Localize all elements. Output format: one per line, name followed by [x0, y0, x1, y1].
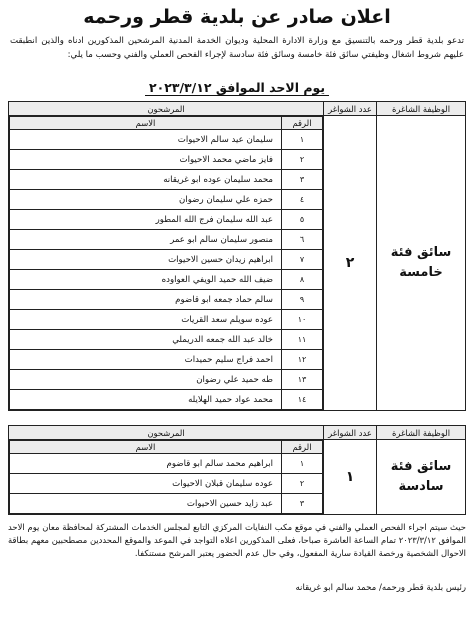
table-row [10, 190, 323, 210]
candidate-name: فايز ماضي محمد الاحيوات [10, 150, 282, 170]
candidate-name: ضيف الله حميد الويفي العواوده [10, 270, 282, 290]
candidate-name: سليمان عيد سالم الاحيوات [10, 130, 282, 150]
candidate-name: خالد عبد الله جمعه الدريملي [10, 330, 282, 350]
row-number: ٣ [282, 494, 323, 514]
candidate-name: عبد الله سليمان فرج الله المطور [10, 210, 282, 230]
candidate-name: ابراهيم زيدان حسين الاحيوات [10, 250, 282, 270]
vacancy-count-cell: ٢ [324, 116, 377, 411]
row-number: ٦ [282, 230, 323, 250]
row-number: ٣ [282, 170, 323, 190]
table-row [10, 210, 323, 230]
subheader-name: الاسم [10, 441, 282, 454]
row-number: ١ [282, 130, 323, 150]
table-row [10, 150, 323, 170]
candidate-name: عبد زايد حسين الاحيوات [10, 494, 282, 514]
header-count: عدد الشواغر [324, 102, 377, 116]
footer-paragraph: حيث سيتم اجراء الفحص العملي والفني في موقع مكب النفايات المركزي التابع لمجلس الخدمات المشتركة لمحافظة معان يوم الاحد الموافق ٢٠٢٣/٣/١٢ تمام الساعة العاشرة صباحا، فعلى المذكورين اعلاه التواجد في الموعد والموقع المحددين مصطحبين معهم بطاقة الاحوال الشخصية ورخصة القيادة سارية المفعول، وفي حال عدم الحضور يعتبر المرشح مستنكفا. [8, 522, 466, 558]
table-row [10, 330, 323, 350]
candidate-name: محمد سليمان عوده ابو غريقانه [10, 170, 282, 190]
candidate-name: منصور سليمان سالم ابو عمر [10, 230, 282, 250]
row-number: ١٢ [282, 350, 323, 370]
table-row [10, 130, 323, 150]
table-row [10, 250, 323, 270]
row-number: ١ [282, 454, 323, 474]
table-row [10, 390, 323, 410]
row-number: ٤ [282, 190, 323, 210]
subheader-num: الرقم [282, 441, 323, 454]
table-row [10, 170, 323, 190]
candidates-cell [9, 440, 324, 515]
row-number: ١٤ [282, 390, 323, 410]
row-number: ٢ [282, 474, 323, 494]
table-row [10, 350, 323, 370]
candidates-cell [9, 116, 324, 411]
job-title-cell: سائق فئة خامسة [377, 116, 466, 411]
candidate-name: محمد عواد حميد الهلايله [10, 390, 282, 410]
candidate-name: حمزه علي سليمان رضوان [10, 190, 282, 210]
table-row [10, 310, 323, 330]
table-row [10, 270, 323, 290]
table-row [10, 454, 323, 474]
date-line [8, 79, 466, 97]
row-number: ٨ [282, 270, 323, 290]
row-number: ٥ [282, 210, 323, 230]
header-job: الوظيفة الشاغرة [377, 102, 466, 116]
table-row [10, 290, 323, 310]
header-candidates: المرشحون [9, 102, 324, 116]
announcement-page [0, 4, 474, 644]
row-number: ١٣ [282, 370, 323, 390]
row-number: ١٠ [282, 310, 323, 330]
candidates-list [9, 440, 323, 514]
table-row [10, 230, 323, 250]
candidate-name: احمد فراج سليم حميدات [10, 350, 282, 370]
header-job: الوظيفة الشاغرة [377, 426, 466, 440]
subheader-name: الاسم [10, 117, 282, 130]
date-text: يوم الاحد الموافق ٢٠٢٣/٣/١٢ [145, 80, 329, 96]
candidate-name: سالم حماد جمعه ابو قاضوم [10, 290, 282, 310]
candidate-name: عوده سليمان قبلان الاحيوات [10, 474, 282, 494]
table-driver-grade5 [8, 101, 466, 411]
subheader-num: الرقم [282, 117, 323, 130]
intro-paragraph: تدعو بلدية قطر ورحمه بالتنسيق مع وزارة الادارة المحلية وديوان الخدمة المدنية المرشحين المذكورين ادناه والذين انطبقت عليهم شروط اشغال وظيفتي سائق فئة خامسة وسائق فئة سادسة لإجراء الفحص العملي والفني وحسب ما يلي: [10, 36, 464, 60]
table-row [10, 370, 323, 390]
table-row [10, 494, 323, 514]
page-title: اعلان صادر عن بلدية قطر ورحمه [83, 6, 391, 28]
job-title-cell: سائق فئة سادسة [377, 440, 466, 515]
candidate-name: ابراهيم محمد سالم ابو قاضوم [10, 454, 282, 474]
candidate-name: طه حميد علي رضوان [10, 370, 282, 390]
table-row [10, 474, 323, 494]
candidates-list [9, 116, 323, 410]
header-count: عدد الشواغر [324, 426, 377, 440]
vacancy-count-cell: ١ [324, 440, 377, 515]
table-driver-grade6 [8, 425, 466, 515]
row-number: ٧ [282, 250, 323, 270]
row-number: ٢ [282, 150, 323, 170]
row-number: ١١ [282, 330, 323, 350]
row-number: ٩ [282, 290, 323, 310]
signature-line: رئيس بلدية قطر ورحمه/ محمد سالم ابو غريقانه [295, 583, 466, 593]
candidate-name: عوده سويلم سعد القريات [10, 310, 282, 330]
header-candidates: المرشحون [9, 426, 324, 440]
